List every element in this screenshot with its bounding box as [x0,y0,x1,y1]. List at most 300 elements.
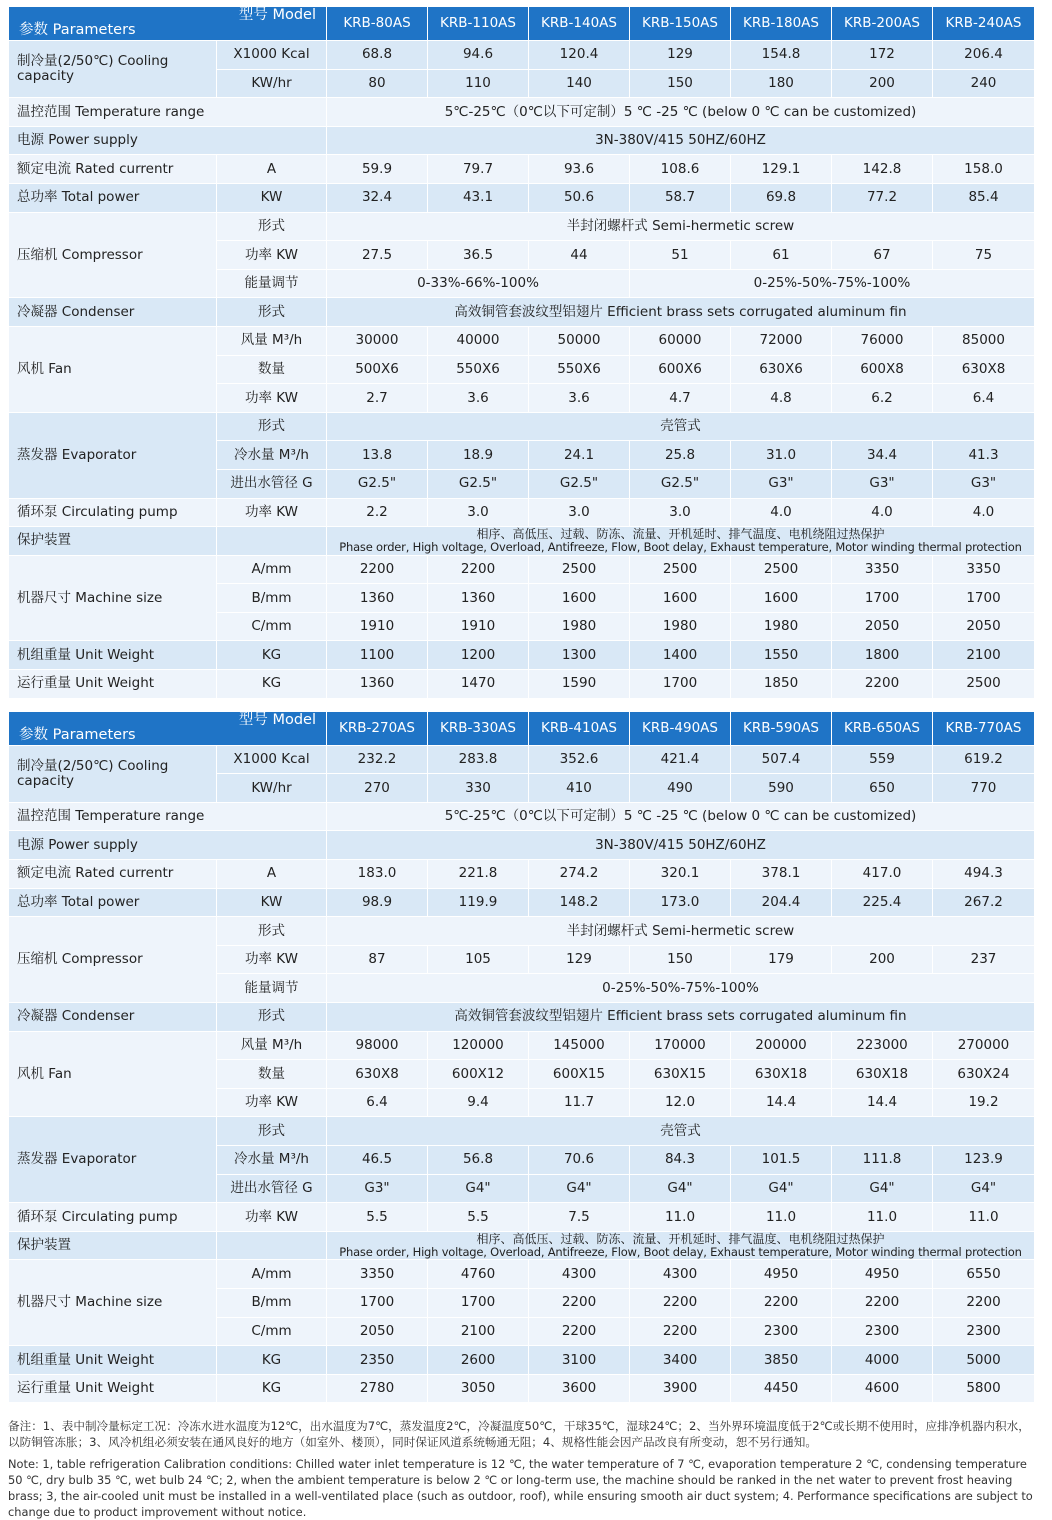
fan-value: 200000 [731,1031,832,1060]
machine-size-value: 2200 [933,1288,1035,1317]
fan-value: 550X6 [428,355,529,384]
rated-current-value: 183.0 [327,860,428,889]
machine-size-value: 3350 [933,555,1035,584]
total-power-value: 43.1 [428,183,529,212]
unit-weight-value: 3850 [731,1346,832,1375]
evaporator-value: 18.9 [428,441,529,470]
machine-size-value: 1700 [327,1288,428,1317]
fan-label: 风机 Fan [9,326,217,412]
rated-current-value: 221.8 [428,860,529,889]
pump-value: 11.0 [832,1203,933,1232]
protection-sublabel [217,527,327,556]
fan-value: 6.4 [327,1088,428,1117]
pump-value: 11.0 [933,1203,1035,1232]
fan-sublabel: 数量 [217,355,327,384]
fan-value: 2.7 [327,384,428,413]
model-name: KRB-200AS [832,7,933,41]
unit-weight-value: 1800 [832,641,933,670]
evaporator-sublabel: 进出水管径 G [217,469,327,498]
model-name: KRB-110AS [428,7,529,41]
cooling-value: 129 [630,41,731,70]
cooling-value: 650 [832,774,933,803]
model-label: 型号 Model [238,711,316,728]
protection-sublabel [217,1231,327,1260]
evaporator-value: G4" [731,1174,832,1203]
total-power-value: 85.4 [933,183,1035,212]
machine-size-value: 2500 [529,555,630,584]
model-name: KRB-590AS [731,711,832,745]
condenser-sublabel: 形式 [217,1003,327,1032]
fan-value: 12.0 [630,1088,731,1117]
compressor-value: 67 [832,241,933,270]
pump-value: 5.5 [327,1203,428,1232]
run-weight-sublabel: KG [217,670,327,699]
machine-size-value: 2200 [428,555,529,584]
machine-size-value: 1700 [832,584,933,613]
evaporator-value: G2.5" [327,469,428,498]
rated-current-value: 274.2 [529,860,630,889]
machine-size-value: 2050 [933,612,1035,641]
unit-weight-value: 3100 [529,1346,630,1375]
fan-value: 630X18 [731,1060,832,1089]
fan-value: 40000 [428,326,529,355]
fan-sublabel: 功率 KW [217,384,327,413]
pump-value: 5.5 [428,1203,529,1232]
evaporator-value: 123.9 [933,1145,1035,1174]
rated-current-value: 378.1 [731,860,832,889]
machine-size-value: 1980 [529,612,630,641]
unit-weight-sublabel: KG [217,641,327,670]
machine-size-value: 1700 [428,1288,529,1317]
evaporator-sublabel: 冷水量 M³/h [217,441,327,470]
model-label: 型号 Model [238,7,316,23]
fan-value: 600X15 [529,1060,630,1089]
unit-weight-value: 2100 [933,641,1035,670]
machine-size-value: 1700 [933,584,1035,613]
pump-value: 11.0 [731,1203,832,1232]
model-name: KRB-330AS [428,711,529,745]
evaporator-value: 101.5 [731,1145,832,1174]
model-name: KRB-80AS [327,7,428,41]
evaporator-value: G3" [933,469,1035,498]
evaporator-value: G4" [832,1174,933,1203]
protection-label: 保护装置 [9,527,217,556]
temp-range-label: 温控范围 Temperature range [9,98,327,127]
evaporator-value: G4" [428,1174,529,1203]
protection-value [327,527,1035,556]
compressor-value: 27.5 [327,241,428,270]
cooling-value: 150 [630,69,731,98]
cooling-value: 270 [327,774,428,803]
cooling-value: 590 [731,774,832,803]
cooling-value: 80 [327,69,428,98]
machine-size-value: 2200 [529,1317,630,1346]
header-corner-cell [9,711,327,745]
fan-value: 630X6 [731,355,832,384]
total-power-label: 总功率 Total power [9,183,217,212]
model-name: KRB-140AS [529,7,630,41]
unit-weight-value: 1400 [630,641,731,670]
model-name: KRB-490AS [630,711,731,745]
evaporator-value: G4" [630,1174,731,1203]
fan-value: 170000 [630,1031,731,1060]
machine-size-value: 3350 [327,1260,428,1289]
evaporator-label: 蒸发器 Evaporator [9,412,217,498]
total-power-value: 204.4 [731,888,832,917]
cooling-value: 283.8 [428,745,529,774]
machine-size-value: 4300 [630,1260,731,1289]
cooling-value: 330 [428,774,529,803]
evaporator-value: G3" [327,1174,428,1203]
evaporator-value: 84.3 [630,1145,731,1174]
machine-size-value: 2200 [630,1288,731,1317]
machine-size-value: 2200 [529,1288,630,1317]
unit-weight-label: 机组重量 Unit Weight [9,1346,217,1375]
machine-size-value: 2200 [832,1288,933,1317]
model-name: KRB-270AS [327,711,428,745]
machine-size-value: 1980 [630,612,731,641]
model-name: KRB-410AS [529,711,630,745]
compressor-value: 87 [327,945,428,974]
run-weight-value: 1700 [630,670,731,699]
cooling-label: 制冷量(2/50℃) Cooling capacity [9,745,217,802]
pump-label: 循环泵 Circulating pump [9,1203,217,1232]
compressor-value: 150 [630,945,731,974]
pump-value: 2.2 [327,498,428,527]
cooling-value: 154.8 [731,41,832,70]
protection-english: Phase order, High voltage, Overload, Antifreeze, Flow, Boot delay, Exhaust temperature, Motor winding thermal protection [339,539,1022,554]
run-weight-label: 运行重量 Unit Weight [9,1374,217,1403]
cooling-sublabel: X1000 Kcal [217,41,327,70]
notes-english: Note: 1, table refrigeration Calibration conditions: Chilled water inlet temperature is 12 ℃, the water temperature of 7 ℃, evaporation temperature 2 ℃, condensing temperature 50 ℃, dry bulb 35 ℃, wet bulb 24 ℃; 2, when the ambient temperature is below 2 ℃ or long-term use, the machine should be ranked in the net water to prevent frost heaving brass; 3, the air-cooled unit must be installed in a well-ventilated place (such as outdoor, roof), while ensuring smooth air duct system; 4. Performance specifications are subject to change due to product improvement without notice. [8,1457,1033,1519]
pump-value: 4.0 [731,498,832,527]
pump-value: 7.5 [529,1203,630,1232]
evaporator-value: 111.8 [832,1145,933,1174]
machine-size-value: 2200 [731,1288,832,1317]
total-power-value: 77.2 [832,183,933,212]
fan-value: 19.2 [933,1088,1035,1117]
unit-weight-value: 2600 [428,1346,529,1375]
run-weight-value: 2780 [327,1374,428,1403]
rated-current-value: 59.9 [327,155,428,184]
condenser-label: 冷凝器 Condenser [9,298,217,327]
fan-value: 11.7 [529,1088,630,1117]
evaporator-value: 24.1 [529,441,630,470]
evaporator-sublabel: 进出水管径 G [217,1174,327,1203]
power-supply-label: 电源 Power supply [9,831,327,860]
compressor-value: 129 [529,945,630,974]
cooling-label: 制冷量(2/50℃) Cooling capacity [9,41,217,98]
run-weight-value: 4450 [731,1374,832,1403]
rated-current-label: 额定电流 Rated currentr [9,860,217,889]
rated-current-value: 142.8 [832,155,933,184]
temp-range-value: 5℃-25℃（0℃以下可定制）5 ℃ -25 ℃ (below 0 ℃ can be customized) [327,98,1035,127]
parameters-label: 参数 Parameters [19,726,136,743]
machine-size-value: 2500 [630,555,731,584]
fan-value: 630X15 [630,1060,731,1089]
protection-label: 保护装置 [9,1231,217,1260]
cooling-value: 68.8 [327,41,428,70]
energy-adj-value: 0-33%-66%-100% [327,269,630,298]
fan-sublabel: 数量 [217,1060,327,1089]
machine-size-value: 6550 [933,1260,1035,1289]
evaporator-value: G4" [933,1174,1035,1203]
temp-range-value: 5℃-25℃（0℃以下可定制）5 ℃ -25 ℃ (below 0 ℃ can be customized) [327,802,1035,831]
compressor-label: 压缩机 Compressor [9,212,217,298]
machine-size-value: 4950 [832,1260,933,1289]
condenser-type: 高效铜管套波纹型铝翅片 Efficient brass sets corrugated aluminum fin [327,1003,1035,1032]
energy-adj-value: 0-25%-50%-75%-100% [630,269,1035,298]
machine-size-sublabel: C/mm [217,1317,327,1346]
machine-size-value: 1600 [731,584,832,613]
compressor-type: 半封闭螺杆式 Semi-hermetic screw [327,212,1035,241]
pump-value: 3.0 [529,498,630,527]
cooling-value: 559 [832,745,933,774]
machine-size-value: 2050 [832,612,933,641]
unit-weight-value: 1100 [327,641,428,670]
pump-label: 循环泵 Circulating pump [9,498,217,527]
cooling-value: 421.4 [630,745,731,774]
total-power-value: 58.7 [630,183,731,212]
notes-chinese: 备注：1、表中制冷量标定工况：冷冻水进水温度为12℃，出水温度为7℃，蒸发温度2℃，冷凝温度50℃，干球35℃，湿球24℃；2、当外界环境温度低于2℃或长期不使用时，应排净机器内积水，以防铜管冻胀；3、风冷机组必须安装在通风良好的地方（如室外、楼顶），同时保证风道系统畅通无阻；4、规格性能会因产品改良有所变动，恕不另行通知。 [8,1419,1030,1449]
evaporator-value: G2.5" [630,469,731,498]
fan-value: 4.7 [630,384,731,413]
run-weight-label: 运行重量 Unit Weight [9,670,217,699]
evaporator-value: G3" [832,469,933,498]
evaporator-type: 壳管式 [327,1117,1035,1146]
compressor-value: 237 [933,945,1035,974]
run-weight-value: 1850 [731,670,832,699]
fan-value: 145000 [529,1031,630,1060]
compressor-type: 半封闭螺杆式 Semi-hermetic screw [327,917,1035,946]
cooling-value: 94.6 [428,41,529,70]
condenser-type: 高效铜管套波纹型铝翅片 Efficient brass sets corrugated aluminum fin [327,298,1035,327]
fan-sublabel: 功率 KW [217,1088,327,1117]
rated-current-sublabel: A [217,155,327,184]
machine-size-value: 3350 [832,555,933,584]
model-name: KRB-240AS [933,7,1035,41]
machine-size-value: 2300 [933,1317,1035,1346]
cooling-value: 120.4 [529,41,630,70]
evaporator-value: 31.0 [731,441,832,470]
machine-size-value: 1980 [731,612,832,641]
cooling-value: 172 [832,41,933,70]
machine-size-sublabel: B/mm [217,1288,327,1317]
fan-value: 223000 [832,1031,933,1060]
cooling-value: 490 [630,774,731,803]
fan-label: 风机 Fan [9,1031,217,1117]
machine-size-value: 4300 [529,1260,630,1289]
cooling-value: 352.6 [529,745,630,774]
unit-weight-value: 5000 [933,1346,1035,1375]
fan-value: 30000 [327,326,428,355]
fan-value: 6.4 [933,384,1035,413]
fan-value: 3.6 [529,384,630,413]
machine-size-sublabel: C/mm [217,612,327,641]
total-power-value: 98.9 [327,888,428,917]
unit-weight-value: 1550 [731,641,832,670]
spec-sheet [8,6,1034,1403]
power-supply-value: 3N-380V/415 50HZ/60HZ [327,126,1035,155]
rated-current-value: 93.6 [529,155,630,184]
cooling-value: 180 [731,69,832,98]
run-weight-value: 3900 [630,1374,731,1403]
machine-size-value: 2050 [327,1317,428,1346]
spec-tables [8,6,1034,1403]
total-power-value: 119.9 [428,888,529,917]
power-supply-value: 3N-380V/415 50HZ/60HZ [327,831,1035,860]
rated-current-value: 320.1 [630,860,731,889]
machine-size-value: 4950 [731,1260,832,1289]
machine-size-value: 1360 [428,584,529,613]
compressor-value: 51 [630,241,731,270]
run-weight-value: 3050 [428,1374,529,1403]
machine-size-sublabel: A/mm [217,555,327,584]
cooling-value: 200 [832,69,933,98]
cooling-sublabel: KW/hr [217,69,327,98]
pump-value: 4.0 [832,498,933,527]
run-weight-value: 4600 [832,1374,933,1403]
fan-value: 3.6 [428,384,529,413]
evaporator-value: 46.5 [327,1145,428,1174]
total-power-label: 总功率 Total power [9,888,217,917]
fan-sublabel: 风量 M³/h [217,326,327,355]
compressor-value: 61 [731,241,832,270]
fan-value: 630X8 [933,355,1035,384]
evaporator-value: G2.5" [428,469,529,498]
fan-value: 600X6 [630,355,731,384]
energy-adj-value: 0-25%-50%-75%-100% [327,974,1035,1003]
condenser-sublabel: 形式 [217,298,327,327]
evaporator-sublabel: 形式 [217,1117,327,1146]
machine-size-value: 1600 [529,584,630,613]
cooling-sublabel: KW/hr [217,774,327,803]
rated-current-value: 108.6 [630,155,731,184]
condenser-label: 冷凝器 Condenser [9,1003,217,1032]
machine-size-value: 1910 [428,612,529,641]
fan-value: 98000 [327,1031,428,1060]
cooling-value: 770 [933,774,1035,803]
rated-current-value: 79.7 [428,155,529,184]
fan-value: 550X6 [529,355,630,384]
model-name: KRB-770AS [933,711,1035,745]
machine-size-value: 1600 [630,584,731,613]
cooling-value: 232.2 [327,745,428,774]
fan-value: 630X18 [832,1060,933,1089]
cooling-value: 410 [529,774,630,803]
total-power-sublabel: KW [217,183,327,212]
evaporator-value: G4" [529,1174,630,1203]
evaporator-value: 34.4 [832,441,933,470]
total-power-value: 173.0 [630,888,731,917]
cooling-value: 507.4 [731,745,832,774]
unit-weight-value: 1200 [428,641,529,670]
model-name: KRB-650AS [832,711,933,745]
fan-value: 60000 [630,326,731,355]
rated-current-label: 额定电流 Rated currentr [9,155,217,184]
machine-size-value: 1360 [327,584,428,613]
rated-current-sublabel: A [217,860,327,889]
cooling-value: 619.2 [933,745,1035,774]
fan-value: 600X12 [428,1060,529,1089]
cooling-value: 140 [529,69,630,98]
compressor-value: 36.5 [428,241,529,270]
unit-weight-value: 2350 [327,1346,428,1375]
machine-size-value: 2200 [630,1317,731,1346]
evaporator-value: G2.5" [529,469,630,498]
total-power-value: 225.4 [832,888,933,917]
unit-weight-sublabel: KG [217,1346,327,1375]
evaporator-value: 56.8 [428,1145,529,1174]
fan-value: 76000 [832,326,933,355]
rated-current-value: 494.3 [933,860,1035,889]
run-weight-value: 1470 [428,670,529,699]
fan-value: 4.8 [731,384,832,413]
machine-size-sublabel: B/mm [217,584,327,613]
unit-weight-value: 1300 [529,641,630,670]
unit-weight-value: 4000 [832,1346,933,1375]
fan-value: 14.4 [731,1088,832,1117]
compressor-value: 44 [529,241,630,270]
fan-value: 600X8 [832,355,933,384]
run-weight-sublabel: KG [217,1374,327,1403]
fan-value: 85000 [933,326,1035,355]
total-power-value: 267.2 [933,888,1035,917]
machine-size-value: 2300 [731,1317,832,1346]
model-name: KRB-150AS [630,7,731,41]
run-weight-value: 1590 [529,670,630,699]
cooling-value: 110 [428,69,529,98]
parameters-label: 参数 Parameters [19,22,136,39]
total-power-value: 69.8 [731,183,832,212]
evaporator-value: 41.3 [933,441,1035,470]
rated-current-value: 417.0 [832,860,933,889]
machine-size-sublabel: A/mm [217,1260,327,1289]
compressor-value: 200 [832,945,933,974]
unit-weight-value: 3400 [630,1346,731,1375]
machine-size-value: 2200 [327,555,428,584]
machine-size-value: 1910 [327,612,428,641]
evaporator-value: 13.8 [327,441,428,470]
pump-value: 4.0 [933,498,1035,527]
compressor-sublabel: 功率 KW [217,241,327,270]
protection-english: Phase order, High voltage, Overload, Antifreeze, Flow, Boot delay, Exhaust temperature, Motor winding thermal protection [339,1244,1022,1259]
fan-value: 50000 [529,326,630,355]
temp-range-label: 温控范围 Temperature range [9,802,327,831]
power-supply-label: 电源 Power supply [9,126,327,155]
rated-current-value: 129.1 [731,155,832,184]
compressor-label: 压缩机 Compressor [9,917,217,1003]
cooling-sublabel: X1000 Kcal [217,745,327,774]
total-power-value: 32.4 [327,183,428,212]
total-power-value: 50.6 [529,183,630,212]
fan-value: 14.4 [832,1088,933,1117]
run-weight-value: 2200 [832,670,933,699]
compressor-sublabel: 能量调节 [217,974,327,1003]
fan-value: 270000 [933,1031,1035,1060]
cooling-value: 240 [933,69,1035,98]
machine-size-label: 机器尺寸 Machine size [9,1260,217,1346]
evaporator-type: 壳管式 [327,412,1035,441]
compressor-sublabel: 形式 [217,212,327,241]
evaporator-sublabel: 形式 [217,412,327,441]
run-weight-value: 2500 [933,670,1035,699]
pump-value: 11.0 [630,1203,731,1232]
spec-table-1 [8,6,1035,699]
fan-value: 630X8 [327,1060,428,1089]
evaporator-label: 蒸发器 Evaporator [9,1117,217,1203]
machine-size-label: 机器尺寸 Machine size [9,555,217,641]
